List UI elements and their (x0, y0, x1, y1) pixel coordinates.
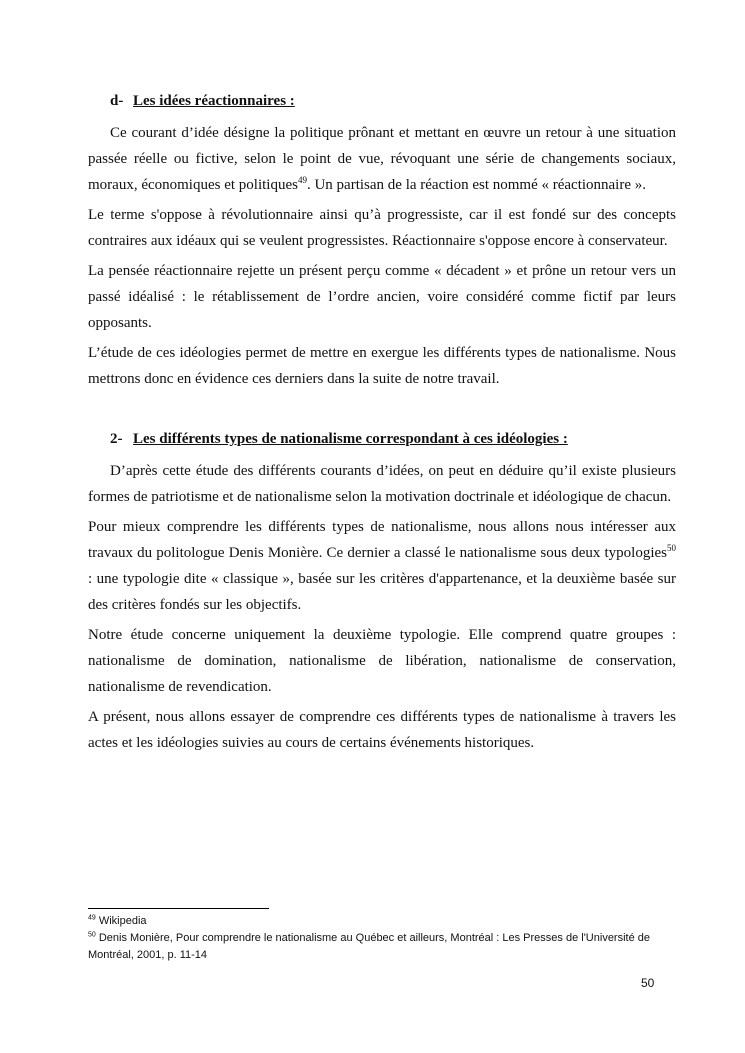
paragraph: D’après cette étude des différents courants d’idées, on peut en déduire qu’il existe plusieurs formes de patriotisme et de nationalisme selon la motivation doctrinale et idéologique de chacun. (88, 463, 676, 505)
heading-number: d- (110, 93, 124, 109)
paragraph: A présent, nous allons essayer de comprendre ces différents types de nationalisme à travers les actes et les idéologies suivies au cours de certains événements historiques. (88, 709, 676, 751)
paragraph: Le terme s'oppose à révolutionnaire ainsi qu’à progressiste, car il est fondé sur des concepts contraires aux idéaux qui se veulent progressistes. Réactionnaire s'oppose encore à conservateur. (88, 207, 676, 249)
page-number: 50 (641, 976, 655, 990)
footnote-number: 50 (88, 931, 96, 939)
footnote-text: Denis Monière, Pour comprendre le nationalisme au Québec et ailleurs, Montréal : Les Presses de l'Université de Montréal, 2001, p. 11-14 (88, 932, 651, 961)
footnote-ref[interactable]: 50 (667, 543, 676, 553)
heading-number: 2- (110, 431, 123, 447)
footnote-separator (88, 908, 269, 909)
section-heading-2 (110, 426, 676, 452)
footnote (88, 930, 676, 964)
paragraph (88, 514, 676, 618)
section-heading-d (110, 88, 676, 114)
footnote (88, 913, 676, 930)
page-body (88, 88, 676, 760)
paragraph: La pensée réactionnaire rejette un présent perçu comme « décadent » et prône un retour vers un passé idéalisé : le rétablissement de l’ordre ancien, voire considéré comme fictif par leurs opposants. (88, 263, 676, 331)
footnote-ref[interactable]: 49 (297, 175, 307, 185)
paragraph: L’étude de ces idéologies permet de mettre en exergue les différents types de nationalisme. Nous mettrons donc en évidence ces derniers dans la suite de notre travail. (88, 345, 676, 387)
heading-title: Les idées réactionnaires : (133, 93, 295, 109)
footnote-number: 49 (88, 914, 96, 922)
footnotes (88, 908, 676, 964)
paragraph-text: Pour mieux comprendre les différents types de nationalisme, nous allons nous intéresser aux travaux du politologue Denis Monière. Ce dernier a classé le nationalisme sous deux typologies (88, 519, 676, 561)
paragraph-text: . Un partisan de la réaction est nommé « réactionnaire ». (306, 177, 647, 193)
paragraph: Notre étude concerne uniquement la deuxième typologie. Elle comprend quatre groupes : nationalisme de domination, nationalisme de libération, nationalisme de conservation, nationalisme de revendication. (88, 627, 676, 695)
footnote-text: Wikipedia (95, 915, 147, 927)
heading-title: Les différents types de nationalisme correspondant à ces idéologies : (133, 431, 568, 447)
paragraph (88, 120, 676, 198)
paragraph-text: Ce courant d’idée désigne la politique prônant et mettant en œuvre un retour à une situation passée réelle ou fictive, selon le point de vue, révoquant une série de changements sociaux, moraux, économiques et politiques (88, 125, 676, 193)
paragraph-text: : une typologie dite « classique », basée sur les critères d'appartenance, et la deuxième basée sur des critères fondés sur les objectifs. (88, 571, 676, 613)
